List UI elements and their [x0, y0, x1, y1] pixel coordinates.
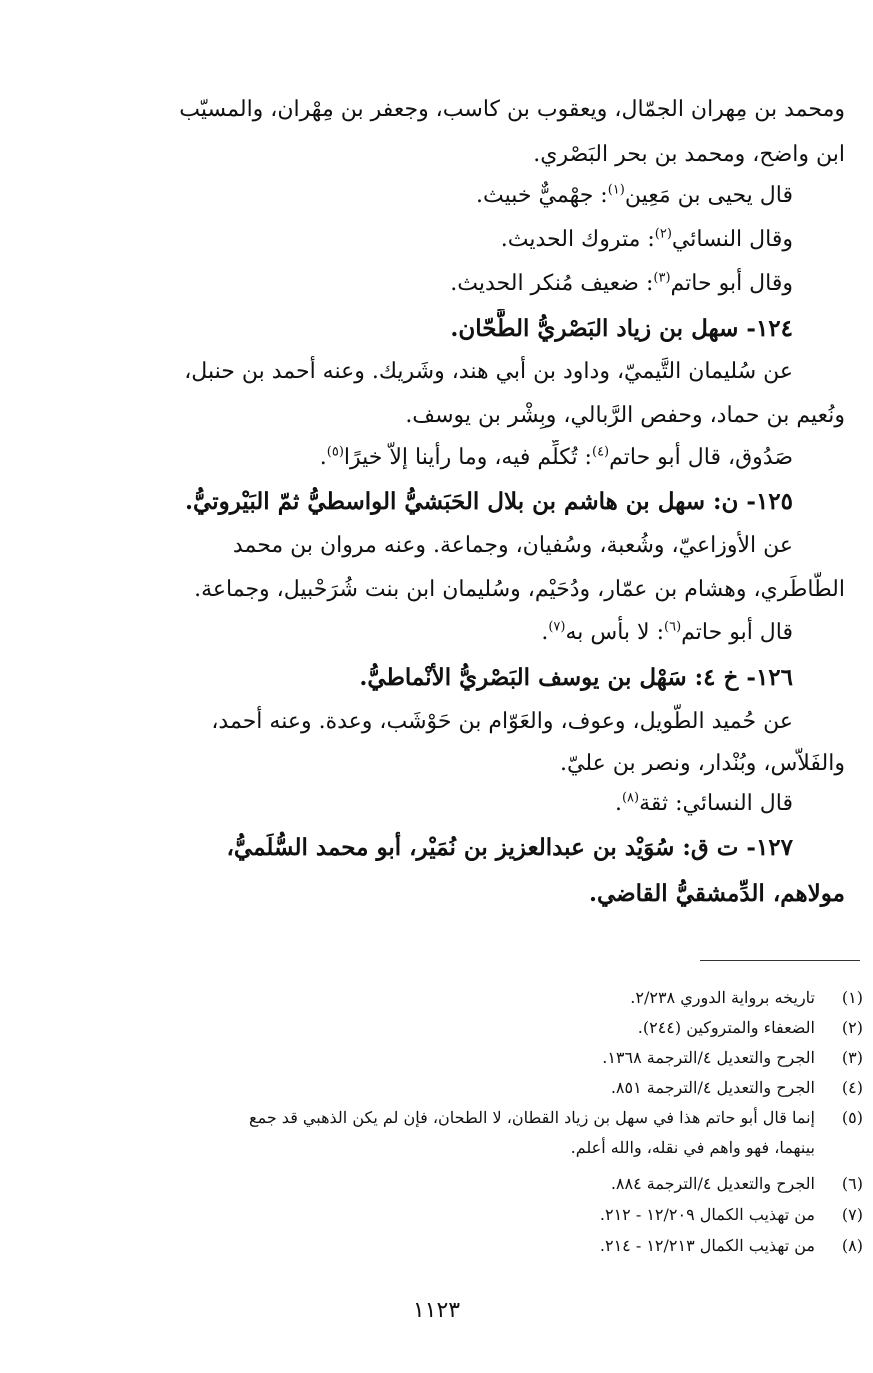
quote-line: قال يحيى بن مَعِين$^{(١)}$: جهْميٌّ خبيث.: [476, 182, 793, 208]
footnote-text: الجرح والتعديل ٤/الترجمة ٨٨٤.: [610, 1174, 815, 1193]
footnote: [0, 1105, 873, 1131]
footnote: [0, 1015, 873, 1041]
page-number: ١١٢٣: [412, 1298, 461, 1323]
quote-line: وقال النسائي$^{(٢)}$: متروك الحديث.: [500, 226, 793, 252]
footnote-text: بينهما، فهو واهم في نقله، والله أعلم.: [570, 1138, 815, 1157]
text-line: عن حُميد الطَّويل، وعوف، والعَوّام بن حَوْشَب، وعدة. وعنه أحمد،: [211, 709, 793, 734]
text-line: عن الأوزاعيّ، وشُعبة، وسُفيان، وجماعة. وعنه مروان بن محمد: [232, 533, 793, 558]
footnote-number: (٣): [841, 1048, 863, 1067]
footnote-text: من تهذيب الكمال ١٢/٢١٣ - ٢١٤.: [599, 1236, 815, 1255]
footnote-ref: (٤): [591, 444, 610, 460]
footnote-number: (٥): [841, 1108, 863, 1127]
footnote-text: الجرح والتعديل ٤/الترجمة ٨٥١.: [610, 1078, 815, 1097]
quote-line: قال النسائي: ثقة$^{(٨)}$.: [614, 790, 793, 816]
footnote-number: (١): [841, 988, 863, 1007]
footnote-text: من تهذيب الكمال ١٢/٢٠٩ - ٢١٢.: [599, 1205, 815, 1224]
footnote: [0, 1075, 873, 1101]
footnote-ref: (٧): [548, 619, 566, 635]
entry-heading-continued: مولاهم، الدِّمشقيُّ القاضي.: [588, 880, 845, 907]
footnote-text: الجرح والتعديل ٤/الترجمة ١٣٦٨.: [602, 1048, 815, 1067]
entry-heading: ١٢٧- ت ق: سُوَيْد بن عبدالعزيز بن نُمَيْر، أبو محمد السُّلَميُّ،: [226, 834, 793, 861]
footnote-ref: (٢): [654, 226, 672, 242]
text-line: والفَلاّس، وبُنْدار، ونصر بن عليّ.: [560, 751, 845, 776]
text-line: ابن واضح، ومحمد بن بحر البَصْري.: [533, 142, 845, 167]
footnote-divider: [700, 960, 860, 961]
footnote: [0, 1202, 873, 1228]
footnote-number: (٢): [841, 1018, 863, 1037]
footnote-ref: (٥): [326, 444, 344, 460]
footnote-continued: [0, 1135, 873, 1161]
footnote: [0, 1045, 873, 1071]
footnote-ref: (٦): [664, 619, 682, 635]
footnote-text: إنما قال أبو حاتم هذا في سهل بن زياد القطان، لا الطحان، فإن لم يكن الذهبي قد جمع: [249, 1108, 815, 1127]
footnote-text: الضعفاء والمتروكين (٢٤٤).: [637, 1018, 815, 1037]
footnote-text: تاريخه برواية الدوري ٢/٢٣٨.: [630, 988, 815, 1007]
text-line: ونُعيم بن حماد، وحفص الرَّبالي، وبِشْر بن يوسف.: [405, 403, 845, 428]
footnote-number: (٦): [841, 1174, 863, 1193]
footnote-ref: (٨): [621, 790, 640, 806]
quote-line: وقال أبو حاتم$^{(٣)}$: ضعيف مُنكر الحديث.: [450, 270, 793, 296]
text-line: عن سُليمان التَّيميّ، وداود بن أبي هند، وشَريك. وعنه أحمد بن حنبل،: [184, 359, 793, 384]
footnote: [0, 985, 873, 1011]
footnote: [0, 1171, 873, 1197]
text-line: الطَّاطَري، وهشام بن عمّار، ودُحَيْم، وسُليمان ابن بنت شُرَحْبيل، وجماعة.: [194, 577, 845, 602]
footnote-number: (٨): [841, 1236, 863, 1255]
footnote-ref: (١): [607, 182, 625, 198]
quote-line: صَدُوق، قال أبو حاتم$^{(٤)}$: تُكلِّم فيه، وما رأينا إلاّ خيرًا$^{(٥)}$.: [319, 444, 793, 470]
entry-heading: ١٢٤- سهل بن زياد البَصْريُّ الطَّحّان.: [450, 315, 793, 342]
footnote-ref: (٣): [653, 270, 671, 286]
footnote: [0, 1233, 873, 1259]
footnote-number: (٤): [841, 1078, 863, 1097]
footnote-number: (٧): [841, 1205, 863, 1224]
entry-heading: ١٢٦- خ ٤: سَهْل بن يوسف البَصْريُّ الأنْماطيُّ.: [359, 664, 793, 691]
text-line: ومحمد بن مِهران الجمّال، ويعقوب بن كاسب، وجعفر بن مِهْران، والمسيّب: [179, 97, 845, 122]
entry-heading: ١٢٥- ن: سهل بن هاشم بن بلال الحَبَشيُّ الواسطيُّ ثمّ البَيْروتيُّ.: [185, 488, 793, 515]
quote-line: قال أبو حاتم$^{(٦)}$: لا بأس به$^{(٧)}$.: [541, 619, 793, 645]
